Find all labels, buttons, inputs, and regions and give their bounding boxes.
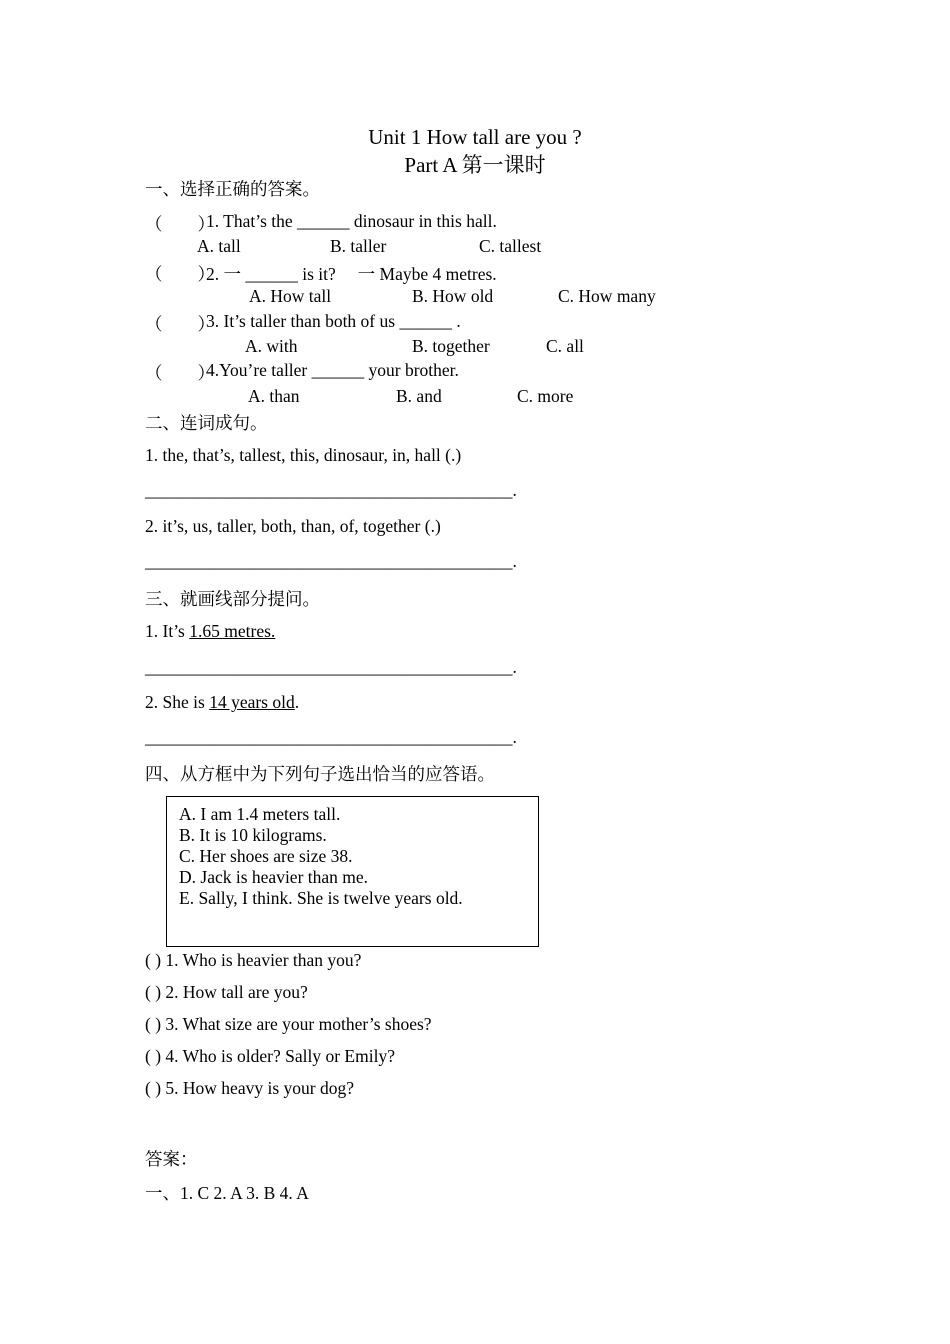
answer-line[interactable]: __________________________________________. <box>145 657 517 677</box>
option-a: A. with <box>245 336 298 356</box>
page-subtitle: Part A 第一课时 <box>404 153 546 177</box>
question-item <box>145 621 275 642</box>
option-c: C. How many <box>558 286 656 306</box>
section1-heading: 一、选择正确的答案。 <box>145 179 320 199</box>
answer-paren[interactable]: （ ） <box>145 214 215 234</box>
question-text: 2. 一 ______ is it? 一 Maybe 4 metres. <box>206 264 497 284</box>
option-a: A. How tall <box>249 286 332 306</box>
match-question[interactable]: ( ) 3. What size are your mother’s shoes? <box>145 1014 432 1034</box>
option-c: C. tallest <box>479 236 542 256</box>
answers-heading: 答案： <box>145 1149 198 1169</box>
option-a: A. tall <box>197 236 241 256</box>
option-b: B. taller <box>330 236 387 256</box>
scramble-item: 2. it’s, us, taller, both, than, of, together (.) <box>145 516 441 536</box>
answer-paren[interactable]: （ ） <box>145 264 215 284</box>
box-option: B. It is 10 kilograms. <box>179 825 327 845</box>
question-prefix: 2. She is <box>145 692 210 712</box>
scramble-item: 1. the, that’s, tallest, this, dinosaur, in, hall (.) <box>145 445 462 465</box>
section4-heading: 四、从方框中为下列句子选出恰当的应答语。 <box>145 764 495 784</box>
question-item <box>145 692 299 713</box>
question-suffix: . <box>294 692 300 712</box>
underlined-part: 14 years old <box>209 692 295 712</box>
answers-line: 一、1. C 2. A 3. B 4. A <box>145 1183 309 1203</box>
question-text: 3. It’s taller than both of us ______ . <box>206 311 461 331</box>
option-a: A. than <box>248 386 300 406</box>
answer-line[interactable]: __________________________________________. <box>145 551 517 571</box>
option-b: B. How old <box>412 286 494 306</box>
match-question[interactable]: ( ) 1. Who is heavier than you? <box>145 950 362 970</box>
option-c: C. more <box>517 386 574 406</box>
match-question[interactable]: ( ) 2. How tall are you? <box>145 982 308 1002</box>
option-c: C. all <box>546 336 584 356</box>
box-option: A. I am 1.4 meters tall. <box>179 804 341 824</box>
option-b: B. together <box>412 336 490 356</box>
options-box <box>166 796 539 947</box>
question-prefix: 1. It’s <box>145 621 190 641</box>
option-b: B. and <box>396 386 442 406</box>
box-option: D. Jack is heavier than me. <box>179 867 369 887</box>
answer-line[interactable]: __________________________________________. <box>145 480 517 500</box>
match-question[interactable]: ( ) 5. How heavy is your dog? <box>145 1078 354 1098</box>
page-title: Unit 1 How tall are you ? <box>368 125 582 149</box>
answer-line[interactable]: __________________________________________. <box>145 727 517 747</box>
match-question[interactable]: ( ) 4. Who is older? Sally or Emily? <box>145 1046 395 1066</box>
question-text: 4.You’re taller ______ your brother. <box>206 360 459 380</box>
underlined-part: 1.65 metres. <box>189 621 276 641</box>
question-text: 1. That’s the ______ dinosaur in this hall. <box>206 211 497 231</box>
box-option: E. Sally, I think. She is twelve years old. <box>179 888 463 908</box>
box-option: C. Her shoes are size 38. <box>179 846 353 866</box>
section2-heading: 二、连词成句。 <box>145 413 268 433</box>
answer-paren[interactable]: （ ） <box>145 314 215 334</box>
section3-heading: 三、就画线部分提问。 <box>145 589 320 609</box>
answer-paren[interactable]: （ ） <box>145 363 215 383</box>
